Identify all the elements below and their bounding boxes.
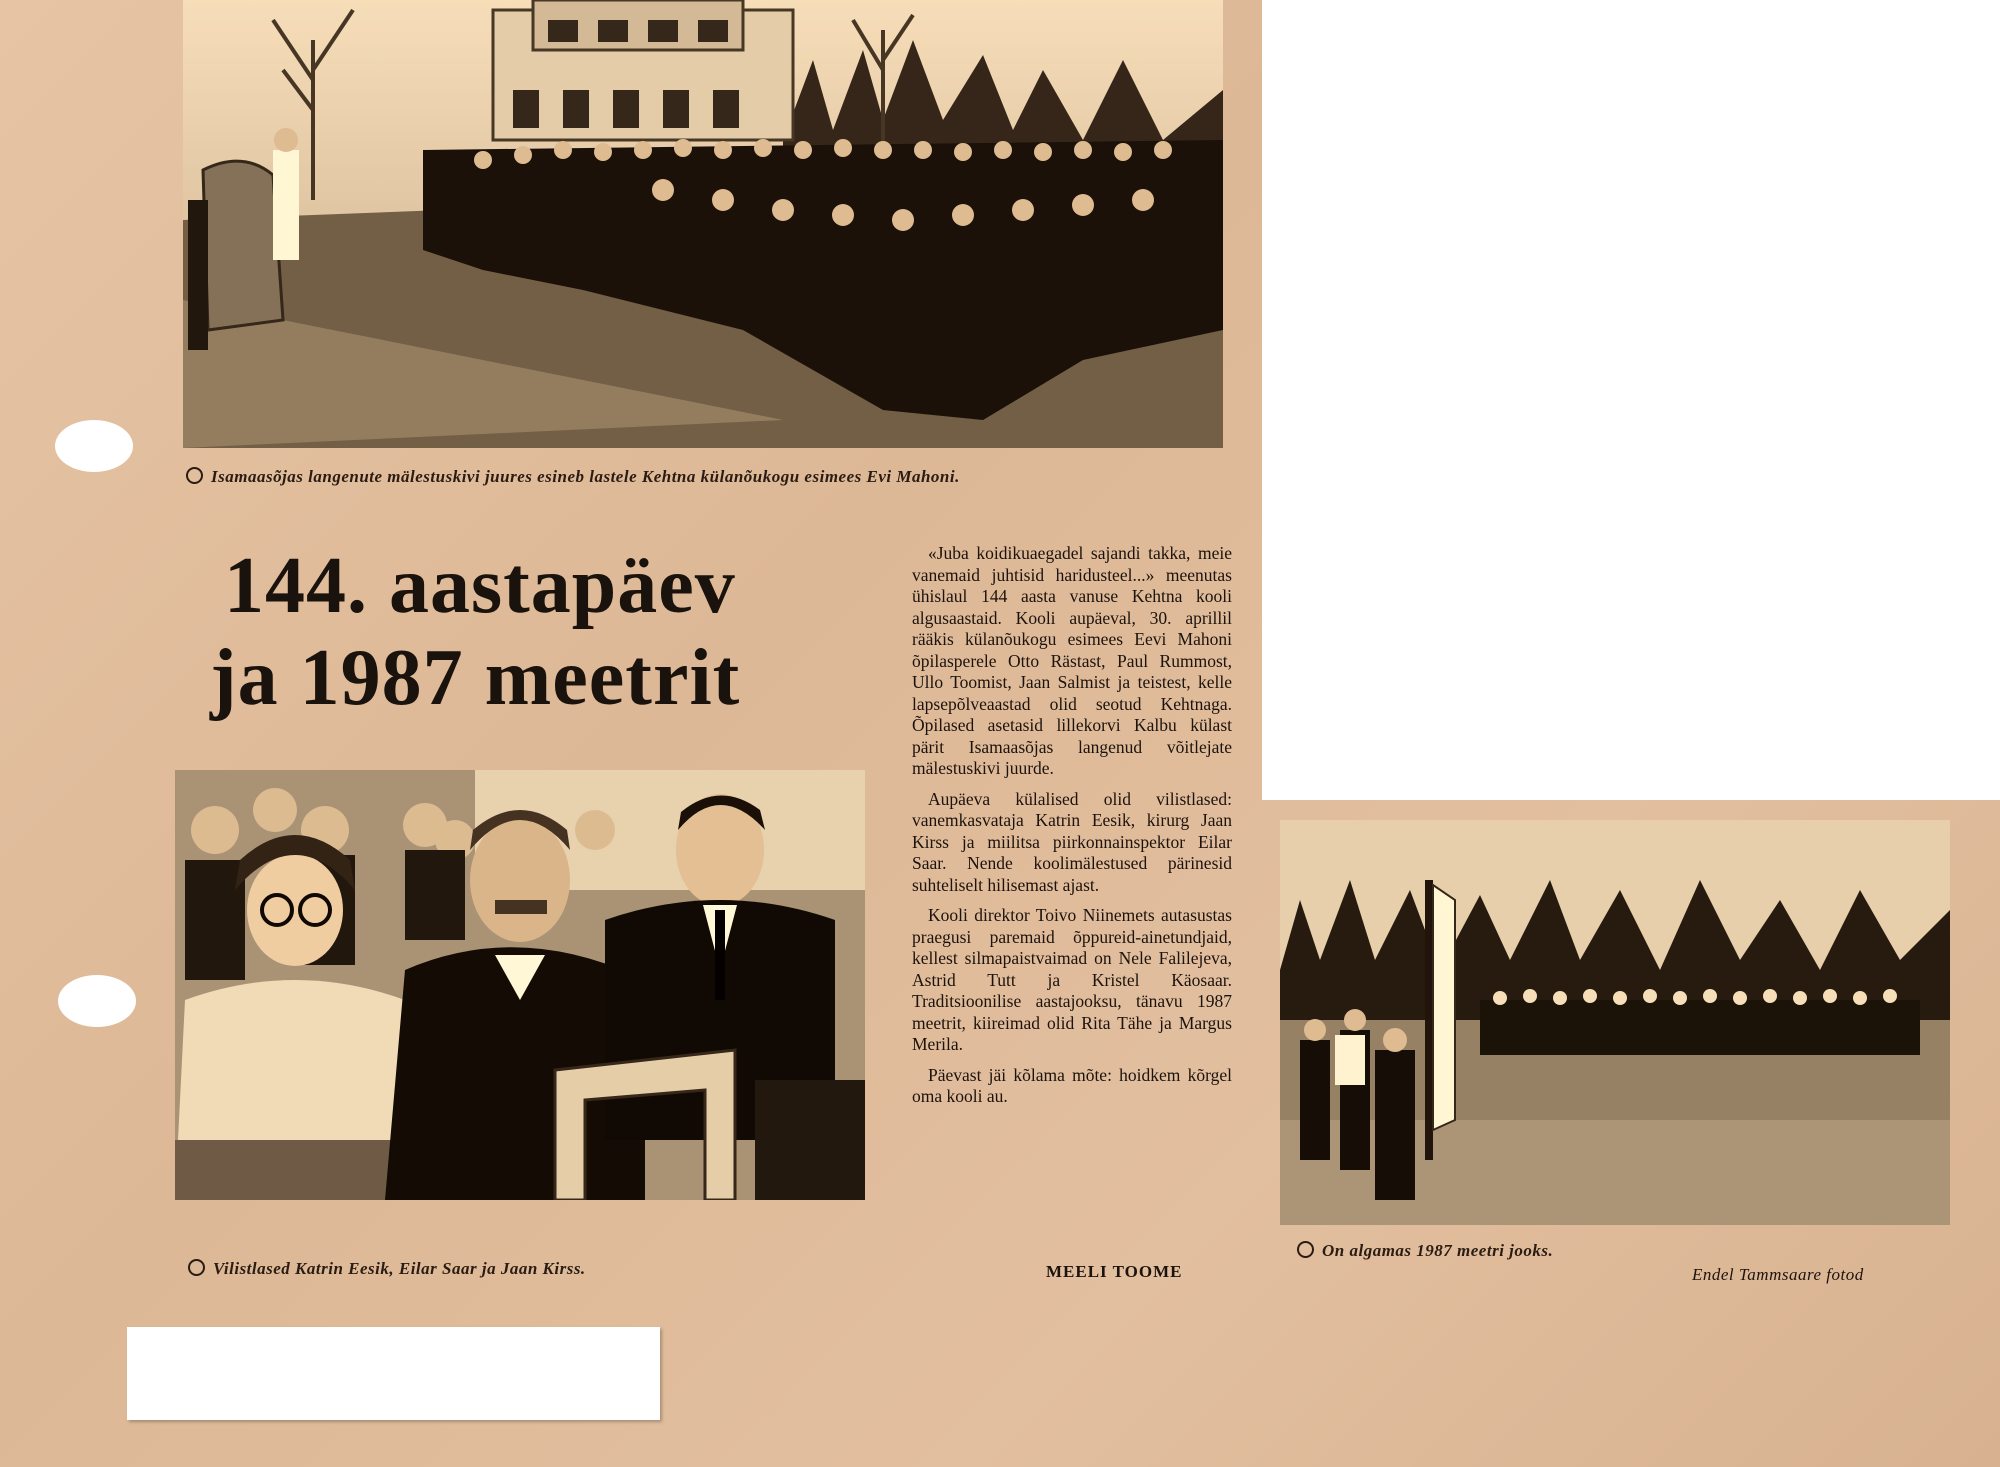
photo-credit: Endel Tammsaare fotod xyxy=(1692,1265,1864,1284)
left-photo-caption: Vilistlased Katrin Eesik, Eilar Saar ja Jaan Kirss. xyxy=(188,1258,828,1279)
right-photo-caption: On algamas 1987 meetri jooks. xyxy=(1297,1240,1697,1261)
caption-bullet-icon xyxy=(188,1259,205,1276)
photo-memorial-gathering xyxy=(183,0,1223,448)
caption-bullet-icon xyxy=(186,467,203,484)
article-author: MEELI TOOME xyxy=(1046,1262,1183,1281)
headline-line-1: 144. aastapäev xyxy=(224,542,736,630)
article-paragraph: Kooli direktor Toivo Niinemets autasustas praegusi paremaid õppureid-ainetundjaid, kellest silmapaistvaimad on Nele Falilejeva, Astrid Tutt ja Kristel Käosaar. Traditsioonilise aastajooksu, tänavu 1987 meetrit, kiireimad olid Rita Tähe ja Margus Merila. xyxy=(912,905,1232,1054)
photo-alumni xyxy=(175,770,865,1200)
article-paragraph: «Juba koidikuaegadel sajandi takka, meie vanemaid juhtisid haridusteel...» meenutas ühislaul 144 aasta vanuse Kehtna kooli algusaastaid. Kooli aupäeval, 30. aprillil rääkis külanõukogu esimees Eevi Mahoni õpilasperele Otto Rästast, Paul Rummost, Ullo Toomist, Jaan Salmist ja teistest, kelle lapsepõlveaastad olid seotud Kehtnaga. Õpilased asetasid lillekorvi Kalbu külast pärit Isamaasõjas langenud võitlejate mälestuskivi juurde. xyxy=(912,543,1232,778)
photo-run-start xyxy=(1280,820,1950,1225)
article-paragraph: Aupäeva külalised olid vilistlased: vanemkasvataja Katrin Eesik, kirurg Jaan Kirss ja miilitsa piirkonnainspektor Eilar Saar. Nende koolimälestused pärinesid suhteliselt hilisemast ajast. xyxy=(912,788,1232,895)
punch-hole xyxy=(55,420,133,472)
article-paragraph: Päevast jäi kõlama mõte: hoidkem kõrgel oma kooli au. xyxy=(912,1064,1232,1106)
blank-label-sticker xyxy=(127,1327,660,1420)
caption-bullet-icon xyxy=(1297,1241,1314,1258)
top-photo-caption: Isamaasõjas langenute mälestuskivi juures esineb lastele Kehtna külanõukogu esimees Evi Mahoni. xyxy=(186,466,1206,487)
blank-corner xyxy=(1262,0,2000,800)
headline-line-2: ja 1987 meetrit xyxy=(210,634,741,722)
article-body xyxy=(912,543,1232,1117)
punch-hole xyxy=(58,975,136,1027)
headline xyxy=(210,540,850,724)
